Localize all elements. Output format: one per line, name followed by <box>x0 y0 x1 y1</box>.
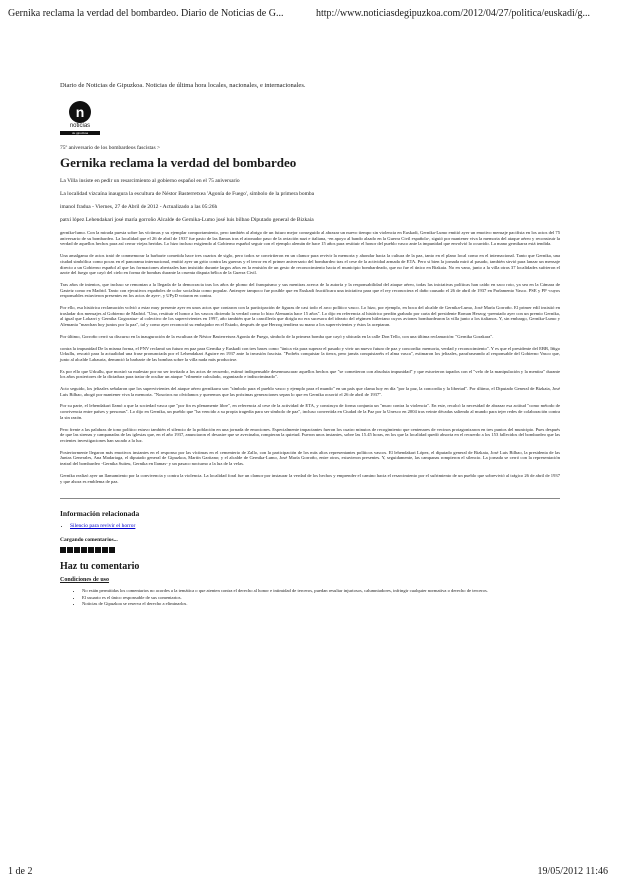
comments-loading: Cargando comentarios... <box>60 537 118 544</box>
conditions-heading[interactable]: Condiciones de uso <box>60 577 110 584</box>
site-logo[interactable] <box>60 101 100 135</box>
article-byline: imanol fradua - Viernes, 27 de Abril de 2012 - Actualizado a las 05:26h <box>60 204 218 210</box>
loading-bar <box>67 547 73 553</box>
photo-caption: patxi lópez Lehendakari josé maría gorroño Alcalde de Gernika-Lumo josé luis bilbao Diputado general de Bizkaia <box>60 217 314 223</box>
article-paragraph: Una amalgama de actos trató de conmemorar la barbarie cometida hace tres cuartos de siglo, pero todos se convirtieron en un clamor para revivir la memoria y ahondar hacia la cultura de la paz, tanto en el plano local como en el internacional. Tanto que Gernika, una ciudad simbólica como pocas en el panorama internacional, emitió ayer un grito contra las guerras y el terror en el primer aniversario del bombardeo tras el cese de la actividad armada de ETA. Pero si bien la jornada miró al pasado, también sirvió para lanzar un mensaje directo a un Gobierno español al que las formaciones abertzales han insistido durante largos años en la emisión de un gesto de reconocimiento hacia el municipio bombardeado, que no fue el único en Bizkaia. No en vano, junto a la villa otras 37 localidades sufrieron el azote del fuego que cayó del cielo en forma de bombas durante la cruenta disputa bélica de la Guerra Civil. <box>60 253 560 276</box>
related-item[interactable] <box>70 523 560 529</box>
article-subtitle-1: La Villa insiste en pedir un resarcimiento al gobierno español en el 75 aniversario <box>60 178 240 184</box>
article-paragraph: Por su parte, el lehendakari llamó a que la sociedad vasca que "por fin es plenamente libre", en referencia al cese de la actividad de ETA, y construya de forma conjunta un "muro contra la violencia". En este, recalcó la necesidad de abrazar esa actitud "como método de convivencia entre países y personas". Lo dijo en Gernika, un pueblo que "ha vencido a su propia tragedia para ser símbolo de paz", incluso convertida en Ciudad de la Paz por la Unesco en 2004 tras veinte décadas saliendo al mundo para tejer redes de colaboración contra la sin razón. <box>60 403 560 420</box>
comment-heading: Haz tu comentario <box>60 561 140 573</box>
page-content <box>60 82 560 608</box>
logo-word: noticias <box>69 123 91 129</box>
loading-bar <box>88 547 94 553</box>
article-paragraph: contra la impunidad De la misma forma, el PNV reclamó un futuro en paz para Gernika y Euskadi con tres bases como "única vía para superar el pasado y vivir un nuevo futuro de paz y concordia: memoria, verdad y reconocimiento". Y es que el presidente del EBB, Iñigo Urkullu, rescató para la actualidad una frase pronunciada por el Lehendakari Aguirre en 1937 ante la invasión fascista. "Podréis conquistar la tierra, pero jamás conquistaréis el alma vasca", estimaron los jeltzales, parafraseando al responsable del Gobierno Vasco que, junto al alcalde Labauria, denunció la barbarie de las bombas sobre la villa nada más producirse. <box>60 345 560 362</box>
article-paragraph: gernika-lumo. Con la mirada puesta sobre las víctimas y su ejemplar comportamiento, pero también al abrigo de un futuro mejor conseguido al abrazar un nuevo tiempo sin violencia en Euskadi, Gernika-Lumo emitió ayer un emotivo mensaje pacifista en los actos del 75 aniversario de su bombardeo. La localidad que el 26 de abril de 1937 fue pasto de las llamas tras el atronador paso de la aviación nazi e italiana, -en apoyo al bando alzado en la Guerra Civil española-, siguió por mantener viva la memoria del ataque aéreo y reconstruir la verdad de aquellos hechos para así cerrar viejas heridas. Lo hizo incluso exigiendo al Gobierno español seguir con el ejemplo alemán de hace 15 años para restituir el honor del pueblo vasco ante la impunidad que envolvió lo ocurrido. La mano gernikarra está tendida. <box>60 230 560 247</box>
article-subtitle-2: La localidad vizcaína inaugura la escultura de Néstor Basterretxea 'Agonía de Fuego', símbolo de la primera bomba <box>60 191 315 197</box>
related-link[interactable]: Silencio para revivir el horror <box>70 523 136 530</box>
article-body <box>60 230 560 484</box>
breadcrumb[interactable]: 75º aniversario de los bombardeos fascistas > <box>60 145 161 151</box>
logo-tag: de gipuzkoa <box>60 131 100 135</box>
article-paragraph: Es por ello que Urkullu, que mostró su malestar por no ser invitado a los actos de recuerdo, estimó indispensable desenmascarar aquellos hechos que "se cometieron con absoluta impunidad" y que estuvieron tapados con el "velo de la manipulación y la mentira" durante los años posteriores de la dictadura para tratar de ocultar un ataque "vilmente calculado, organizado e indiscriminado". <box>60 368 560 380</box>
site-description: Diario de Noticias de Gipuzkoa. Noticias de última hora locales, nacionales, e internacionales. <box>60 82 306 89</box>
print-header-url: http://www.noticiasdegipuzkoa.com/2012/04/27/politica/euskadi/g... <box>316 8 591 19</box>
condition-item: • El usuario es el único responsable de sus comentarios. <box>82 595 560 601</box>
loading-bar <box>95 547 101 553</box>
loading-bar <box>74 547 80 553</box>
print-datetime: 19/05/2012 11:46 <box>537 866 608 877</box>
article-paragraph: Tras años de intentos, que incluso se remontan a la llegada de la democracia tras los años de plomo del franquismo y sus mentiras acerca de la autoría y la responsabilidad del ataque aéreo, todas las iniciativas políticas han caído en saco roto, ya sea en la Cámara de Gasteiz como en Madrid. Tanto con ejecutivos españoles de color socialista como popular. Anteayer tampoco fue posible que en Euskadi fructificara una iniciativa para que el rey reconociera el daño causado el 26 de abril de 1937 en Parlamento Vasco. PSE y PP -cuyos responsables estuvieron presentes en los actos de ayer-, y UPyD votaron en contra. <box>60 281 560 299</box>
logo-n-icon: n <box>69 101 91 123</box>
article-paragraph: Acto seguido, los jeltzales señalaron que los supervivientes del ataque aéreo gernikarra son "símbolo para el pueblo vasco y ejemplo para el mundo" en un país que clama hoy en día "por la paz, la concordia y la libertad". Por último, el Diputado General de Bizkaia, José Luis Bilbao, abogó por mantener viva la memoria. "Nosotros no olvidamos y queremos que las próximas generaciones sepan lo que en Gernika ocurrió el 26 de abril de 1937". <box>60 386 560 397</box>
divider <box>60 498 560 499</box>
loading-bar <box>109 547 115 553</box>
article-paragraph: Por último, Gorroño cerró su discurso en la inauguración de la escultura de Néstor Basterretxea Agonía de Fuego, símbolo de la primera bomba que cayó y ubicada en la calle Don Tello, con una última reclamación: "Gernika Gorakara". <box>60 333 494 339</box>
related-heading: Información relacionada <box>60 509 140 519</box>
article-title: Gernika reclama la verdad del bombardeo <box>60 155 297 170</box>
article-paragraph: Posteriormente llegaron más emotivos instantes en el responso por las víctimas en el cementerio de Zallo, con la participación de los más altos representantes políticos vascos. El lehendakari López, el diputado general de Bizkaia, José Luis Bilbao, la presidenta de las Juntas Generales, Ana Madariaga, el diputado general de Gipuzkoa, Martín Garitano; y el alcalde de Gernika-Lumo, José María Gorroño, entre otros, estuvieron presentes. Y, seguidamente, las campanas rompieron el silencio. La jornada se cerró con la representación teatral del bombardeo -Gernika Suiteu, Gernika en llamas- y un pasaco nocturno a la luz de la velas. <box>60 449 560 467</box>
loading-bar <box>60 547 66 553</box>
page-number: 1 de 2 <box>8 866 33 877</box>
article-paragraph: Gernika realizó ayer un llamamiento por la convivencia y contra la violencia. La localidad foral fue un clamor por instaurar la verdad de los hechos y emprender el camino hacia el resarcimiento por el sufrimiento de un pueblo que sobrevivió al trágico 26 de abril de 1937 y que ahora es emblema de paz. <box>60 472 560 484</box>
loading-bar <box>102 547 108 553</box>
related-list <box>70 523 560 529</box>
condition-item: • Noticias de Gipuzkoa se reserva el derecho a eliminarlos. <box>82 601 560 607</box>
article-paragraph: Por ello, esa histórica reclamación volvió a estar muy presente ayer en unos actos que contaron con la participación de figuras de casi todo el arco político vasco. Lo hizo, por ejemplo, en boca del alcalde de Gernika-Lumo, José María Gorroño. El primer edil insistió en trasladar dos mensajes al Gobierno de Madrid. "Uno, restituir el honor a los vascos diciendo la verdad como lo hizo Alemania hace 15 años". Lo dijo en referencia al histórico perdón grabado por carta del presidente Roman Herzog -premiado ayer con un premio Gernika, al igual que Lokarri y Gernika Gogoratuz- al colectivo de los supervivientes en 1997, año también que la cancillería que dirigía no era sucesora del ideario del régimen hitleriano cuyos aviones bombardearon la villa junto a los italianos. Y, sin embargo, Gernika-Lumo y Alemania "marchan hoy juntos por la paz", tal y como ayer reconoció su embajador en el Estado, después de que Herzog tendiera su mano a los supervivientes y éstos la aceptaran. <box>60 305 560 328</box>
print-header-title: Gernika reclama la verdad del bombardeo. Diario de Noticias de G... <box>8 8 284 19</box>
conditions-list <box>82 588 560 607</box>
loading-spinner-icon <box>60 547 560 553</box>
article-paragraph: Pero frente a las palabras de tono político estuvo también el silencio de la población en una jornada de emociones. Especialmente impactantes fueron los cuatro minutos de recogimiento que centenares de vecinos protagonizaron en tres puntos del municipio. Pues después de que las sirenas y campanadas de las iglesias que, en el año 1937, anunciaron el desastre que se avecinaba, rompieran la quietud. Fueron unos instantes, sobre las 15.45 horas, en los que la localidad quedó absorta en el recuerdo a los 153 fallecidos del bombardeo que las recientes investigaciones han sacado a la luz. <box>60 426 560 443</box>
condition-item: • No están permitidas los comentarios no acordes a la temática o que atenten contra el derecho al honor e intimidad de terceros, puedan resultar injuriosos, calumniadores, infringir cualquier normativa o derecho de terceros. <box>82 588 560 594</box>
loading-bar <box>81 547 87 553</box>
